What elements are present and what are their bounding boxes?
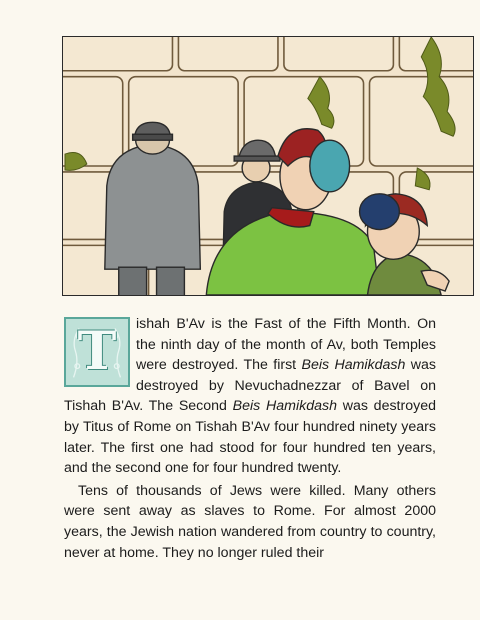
- term-beis-hamikdash-2: Beis Hamikdash: [232, 398, 337, 415]
- term-beis-hamikdash-1: Beis Hamikdash: [301, 357, 406, 374]
- story-text: [64, 314, 436, 563]
- western-wall-illustration: [62, 36, 474, 296]
- dropcap-box: [64, 317, 130, 387]
- paragraph-2: Tens of thousands of Jews were killed. Many others were sent away as slaves to Rome. For almost 2000 years, the Jewish nation wandered from country to country, never at home. They no longer ruled their: [64, 482, 436, 561]
- paragraph-1-text-c: was destroyed by Titus of Rome on Tishah B'Av four hundred ninety years later. The first one had stood for four hundred ten years, and the second one for four hundred twenty.: [64, 398, 436, 477]
- dropcap-letter: T: [77, 320, 117, 382]
- paragraph-1-text-a: ishah B'Av is the Fast of the Fifth Month. On the ninth day of the month of Av, both Temples were destroyed. The first: [136, 316, 436, 374]
- paragraph-1: [64, 314, 436, 479]
- western-wall-prayer-icon: [63, 37, 473, 295]
- paragraph-1-text-b: was destroyed by Nevuchadnezzar of Bavel on Tishah B'Av. The Second: [64, 357, 437, 415]
